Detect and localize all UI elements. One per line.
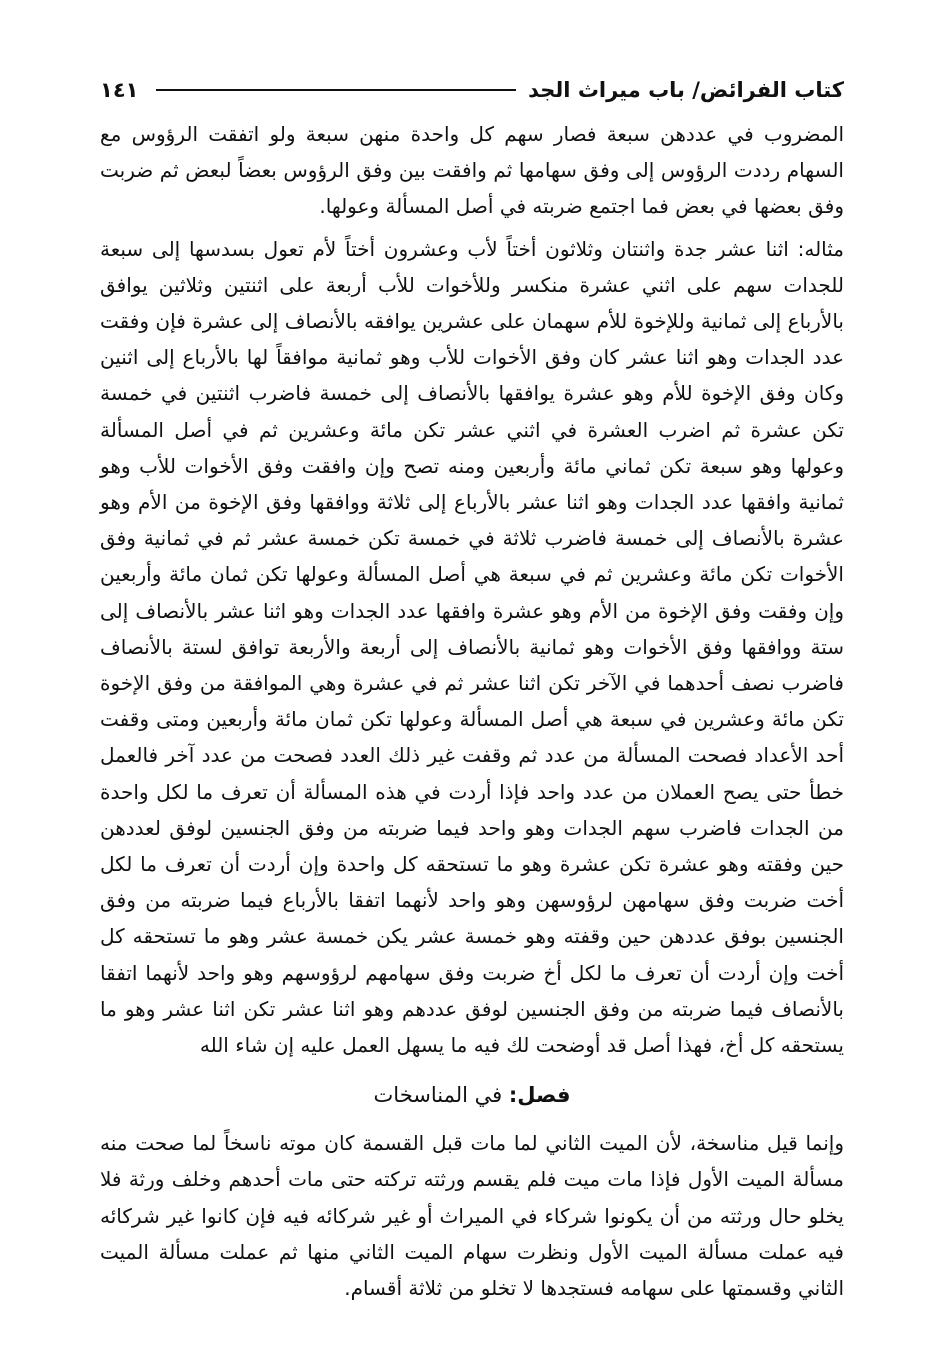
section-paragraph: وإنما قيل مناسخة، لأن الميت الثاني لما مات قبل القسمة كان موته ناسخاً لما صحت منه مسألة الميت الأول فإذا مات ميت فلم يقسم ورثته تركته حتى مات أحدهم وخلف ورثة فلا يخلو حال ورثته من أن يكونوا شركاء في الميراث أو غير شركائه فيه فإن كانوا غير شركائه فيه عملت مسألة الميت الأول ونظرت سهام الميت الثاني منها ثم عملت مسألة الميت الثاني وقسمتها على سهامه فستجدها لا تخلو من ثلاثة أقسام. <box>100 1131 844 1301</box>
running-header <box>100 70 844 110</box>
section-heading <box>100 1075 844 1115</box>
paragraph-continuation: المضروب في عددهن سبعة فصار سهم كل واحدة منهن سبعة ولو اتفقت الرؤوس مع السهام رددت الرؤوس إلى وفق سهامها ثم وافقت بين وفق الرؤوس بعضاً لبعض ثم ضربت وفق بعضها في بعض فما اجتمع ضربته في أصل المسألة وعولها. <box>100 122 844 219</box>
section-heading-lead: فصل: <box>508 1083 571 1108</box>
paragraph-example: مثاله: اثنا عشر جدة واثنتان وثلاثون أختاً لأب وعشرون أختاً لأم تعول بسدسها إلى سبعة للجدات سهم على اثني عشرة منكسر وللأخوات للأب أربعة على اثنتين وثلاثين يوافق بالأرباع إلى ثمانية وللإخوة للأم سهمان على عشرين يوافقه بالأنصاف إلى عشرة فإن وفقت عدد الجدات وهو اثنا عشر كان وفق الأخوات للأب وهو ثمانية موافقاً لها بالأرباع إلى اثنين وكان وفق الإخوة للأم وهو عشرة يوافقها بالأنصاف إلى خمسة فاضرب اثنتين في خمسة تكن عشرة ثم اضرب العشرة في اثني عشر تكن مائة وعشرين ثم في أصل المسألة وعولها وهو سبعة تكن ثماني مائة وأربعين ومنه تصح وإن وافقت وفق الأخوات للأب وهو ثمانية وافقها عدد الجدات وهو اثنا عشر بالأرباع إلى ثلاثة ووافقها وفق الإخوة من الأم وهو عشرة بالأنصاف إلى خمسة فاضرب ثلاثة في خمسة تكن خمسة عشر ثم في ثمانية وفق الأخوات تكن مائة وعشرين ثم في سبعة هي أصل المسألة وعولها تكن ثمان مائة وأربعين وإن وفقت وفق الإخوة من الأم وهو عشرة وافقها عدد الجدات وهو اثنا عشر بالأنصاف إلى ستة ووافقها وفق الأخوات وهو ثمانية بالأنصاف إلى أربعة والأربعة توافق لستة بالأنصاف فاضرب نصف أحدهما في الآخر تكن اثنا عشر ثم في عشرة وهي الموافقة من وفق الإخوة تكن مائة وعشرين في سبعة هي أصل المسألة وعولها تكن ثمان مائة وأربعين ومتى وقفت أحد الأعداد فصحت المسألة من عدد ثم وقفت غير ذلك العدد فصحت من عدد آخر فالعمل خطأ حتى يصح العملان من عدد واحد فإذا أردت في هذه المسألة أن تعرف ما لكل واحدة من الجدات فاضرب سهم الجدات وهو واحد فيما ضربته من وفق الجنسين لوفق لعددهن حين وفقته وهو عشرة تكن عشرة وهو ما تستحقه كل واحدة وإن أردت أن تعرف ما لكل أخت ضربت وفق سهامهن لرؤوسهن وهو واحد لأنهما اتفقا بالأرباع فيما ضربته من وفق الجنسين بوفق عددهن حين وقفته وهو خمسة عشر يكن خمسة عشر وهو ما تستحقه كل أخت وإن أردت أن تعرف ما لكل أخ ضربت وفق سهامهم لرؤوسهم وهو واحد لأنهما اتفقا بالأنصاف فيما ضربته من وفق الجنسين لوفق عددهم وهو اثنا عشر تكن اثنا عشر وهو ما يستحقه كل أخ، فهذا أصل قد أوضحت لك فيه ما يسهل العمل عليه إن شاء الله <box>100 236 844 1058</box>
header-title: كتاب الفرائض/ باب ميراث الجد <box>528 78 844 102</box>
book-page <box>100 70 844 1306</box>
section-heading-title: في المناسخات <box>373 1083 509 1108</box>
header-rule <box>156 89 516 91</box>
page-number: ١٤١ <box>100 78 139 102</box>
